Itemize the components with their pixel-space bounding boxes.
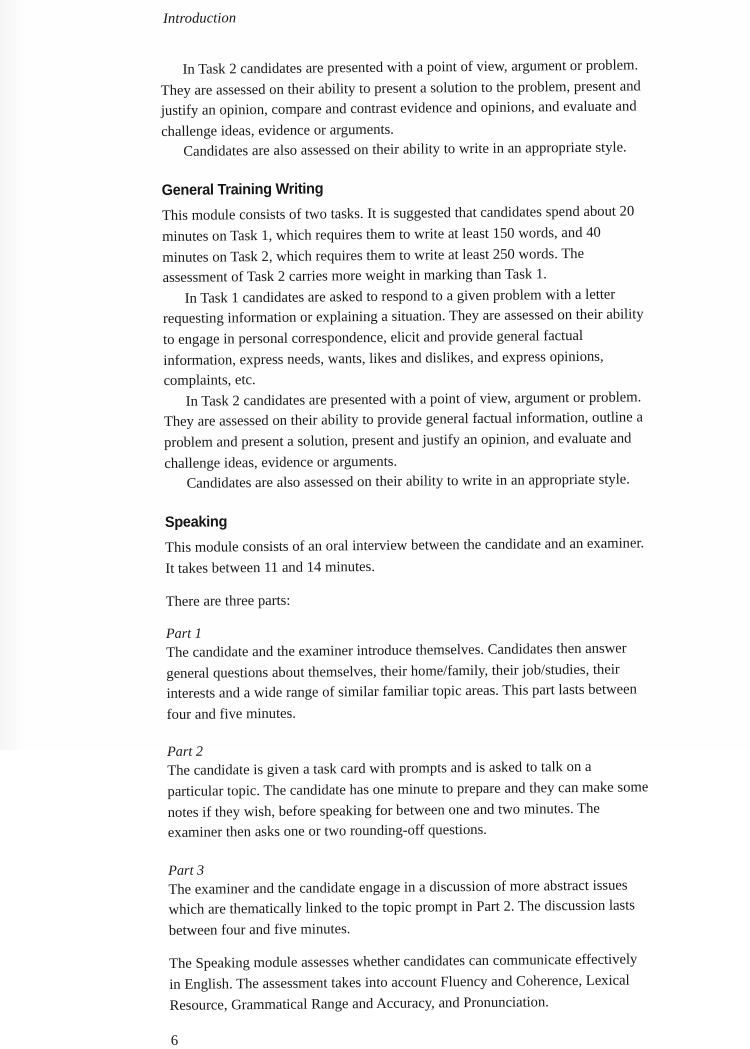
speaking-intro-paragraph: This module consists of an oral interview between the candidate and an examiner. It takes between 11 and 14 minutes. [165, 535, 645, 577]
part-3-paragraph: The examiner and the candidate engage in a discussion of more abstract issues which are thematically linked to the topic prompt in Part 2. The discussion lasts between four and five minutes. [168, 877, 636, 939]
part-3-label: Part 3 [168, 862, 205, 879]
intro-paragraph-2: Candidates are also assessed on their ability to write in an appropriate style. [183, 139, 627, 161]
heading-speaking: Speaking [164, 513, 228, 531]
part-2-label: Part 2 [167, 743, 204, 761]
gtw-paragraph-3: In Task 2 candidates are presented with a point of view, argument or problem. They are assessed on their ability to provide general factual information, outline a problem and present a solution, present and justify an opinion, and evaluate and challenge ideas, evidence or arguments. [163, 389, 643, 472]
part-1-label: Part 1 [165, 625, 202, 642]
part-1-paragraph: The candidate and the examiner introduce themselves. Candidates then answer general questions about themselves, their home/family, their job/studies, their interests and a wide range of similar familiar topic areas. This part lasts between four and five minutes. [166, 640, 637, 723]
running-head: Introduction [162, 10, 237, 27]
gtw-paragraph-2: In Task 1 candidates are asked to respond to a given problem with a letter requesting information or explaining a situation. They are assessed on their ability to engage in personal correspondence, elicit and provide general factual information, express needs, wants, likes and dislikes, and express opinions, complaints, etc. [162, 286, 644, 390]
part-2-paragraph: The candidate is given a task card with prompts and is asked to talk on a particular topic. The candidate has one minute to prepare and they can make some notes if they wish, before speaking for between one and two minutes. The examiner then asks one or two rounding-off questions. [167, 759, 649, 842]
speaking-parts-lead-in: There are three parts: [165, 593, 291, 611]
intro-paragraph-1: In Task 2 candidates are presented with a point of view, argument or problem. They are assessed on their ability to present a solution to the problem, present and justify an opinion, compare and contrast evidence and opinions, and evaluate and challenge ideas, evidence or arguments. [160, 57, 641, 140]
page-number: 6 [170, 1033, 179, 1049]
page-text-column [160, 7, 652, 1048]
speaking-closing-paragraph: The Speaking module assesses whether candidates can communicate effectively in English. The assessment takes into account Fluency and Coherence, Lexical Resource, Grammatical Range and Accuracy, and Pronunciation. [169, 951, 638, 1014]
gtw-paragraph-1: This module consists of two tasks. It is suggested that candidates spend about 20 minutes on Task 1, which requires them to write at least 150 words, and 40 minutes on Task 2, which requires them to write at least 250 words. The assessment of Task 2 carries more weight in marking than Task 1. [161, 203, 635, 287]
gtw-paragraph-4: Candidates are also assessed on their ability to write in an appropriate style. [186, 471, 630, 492]
heading-general-training-writing: General Training Writing [161, 180, 324, 199]
